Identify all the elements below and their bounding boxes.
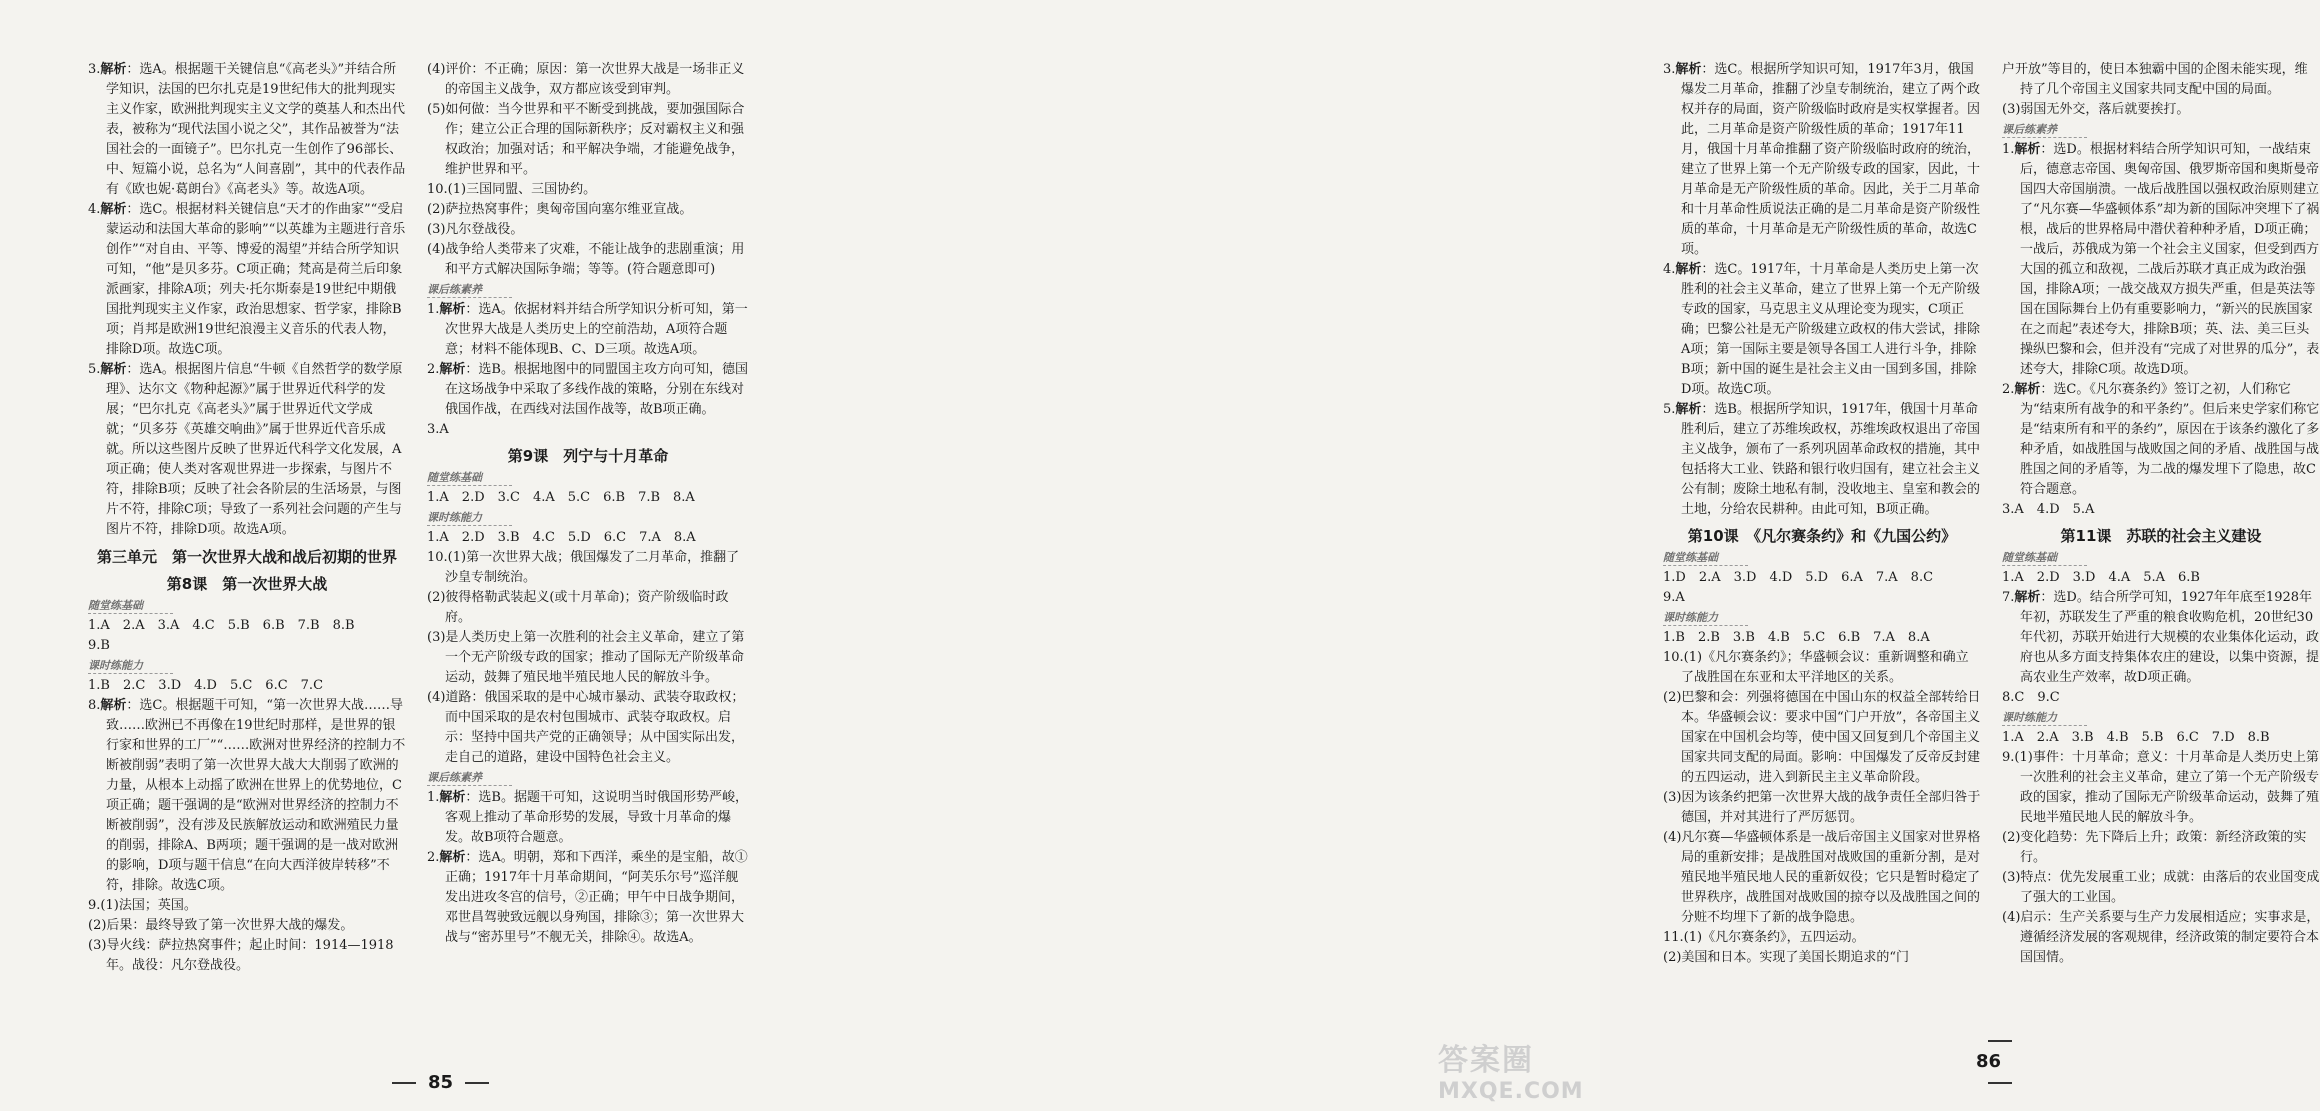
lesson-title: 第11课 苏联的社会主义建设 [2060, 527, 2262, 545]
right-page-column-1 [1663, 60, 1981, 1050]
section-tag: 课后练素养 [427, 770, 512, 786]
answer-line: (2)变化趋势：先下降后上升；政策：新经济政策的实行。 [2002, 830, 2307, 865]
section-tag-row [427, 468, 749, 488]
explanation-text: ：选A。明朝，郑和下西洋，乘坐的是宝船，故①正确；1917年十月革命期间，“阿芙乐尔号”巡洋舰发出进攻冬宫的信号，②正确；甲午中日战争期间，邓世昌驾驶致远舰以身殉国，排除③；第一次世界大战与“密苏里号”不舰无关，排除④。故选A。 [445, 850, 748, 945]
answer-key-row: 1.B 2.B 3.B 4.B 5.C 6.B 7.A 8.A [1663, 630, 1930, 645]
question-number: 5. [1663, 402, 1676, 417]
question-number: 1. [427, 302, 440, 317]
answer-line: (3)导火线：萨拉热窝事件；起止时间：1914—1918年。战役：凡尔登战役。 [88, 938, 394, 973]
explanation-text: ：选B。据题干可知，这说明当时俄国形势严峻，客观上推动了革命形势的发展，导致十月革命的爆发。故B项符合题意。 [445, 790, 748, 845]
explanation-text: ：选C。根据材料关键信息“天才的作曲家”“受启蒙运动和法国大革命的影响”“以英雄为主题进行音乐创作”“对自由、平等、博爱的渴望”并结合所学知识可知，“他”是贝多芬。C项正确；梵高是荷兰后印象派画家，排除A项；列夫·托尔斯泰是19世纪中期俄国批判现实主义作家，政治思想家、哲学家，排除B项；肖邦是欧洲19世纪浪漫主义音乐的代表人物，排除D项。故选C项。 [106, 202, 406, 357]
explanation-keyword: 解析 [439, 790, 466, 805]
left-page-column-2 [427, 60, 749, 1050]
question-number: 8. [88, 698, 101, 713]
section-tag: 课时练能力 [427, 510, 512, 526]
explanation-text: ：选D。结合所学可知，1927年年底至1928年年初，苏联发生了严重的粮食收购危机，20世纪30年代初，苏联开始进行大规模的农业集体化运动，政府也从多方面支持集体农庄的建设，以集中资源，提高农业生产效率，故D项正确。 [2020, 590, 2320, 685]
answer-line: 3.A [427, 422, 449, 437]
answer-explanation [1663, 260, 1981, 400]
answer-line: (4)启示：生产关系要与生产力发展相适应；实事求是，遵循经济发展的客观规律，经济政策的制定要符合本国国情。 [2002, 910, 2320, 965]
answer-key-row: 1.A 2.D 3.C 4.A 5.C 6.B 7.B 8.A [427, 490, 695, 505]
question-number: 7. [2002, 590, 2015, 605]
answer-line: 10.(1)三国同盟、三国协约。 [427, 182, 597, 197]
answer-line: (4)战争给人类带来了灾难，不能让战争的悲剧重演；用和平方式解决国际争端；等等。(符合题意即可) [427, 242, 745, 277]
section-tag-row [1663, 608, 1981, 628]
answer-explanation [88, 360, 406, 540]
watermark-title: 答案圈 [1438, 1043, 1534, 1078]
answer-line: (2)巴黎和会：列强将德国在中国山东的权益全部转给日本。华盛顿会议：要求中国“门户开放”，各帝国主义国家在中国机会均等，使中国又回复到几个帝国主义国家共同支配的局面。影响：中国爆发了反帝反封建的五四运动，进入到新民主主义革命阶段。 [1663, 690, 1981, 785]
question-number: 4. [88, 202, 101, 217]
page-number-left: 85 [380, 1072, 501, 1093]
unit-title: 第三单元 第一次世界大战和战后初期的世界 [96, 548, 397, 566]
question-number: 1. [2002, 142, 2015, 157]
answer-line: 8.C 9.C [2002, 690, 2060, 705]
question-number: 2. [427, 362, 440, 377]
watermark-logo [1438, 1035, 1588, 1105]
section-tag-row [2002, 708, 2320, 728]
explanation-keyword: 解析 [2014, 142, 2041, 157]
section-tag-row [1663, 548, 1981, 568]
explanation-text: ：选A。根据图片信息“牛顿《自然哲学的数学原理》、达尔文《物种起源》”属于世界近代科学的发展；“巴尔扎克《高老头》”属于世界近代文学成就；“贝多芬《英雄交响曲》”属于世界近代音乐成就。所以这些图片反映了世界近代科学文化发展，A项正确；使人类对客观世界进一步探索，与图片不符，排除B项；反映了社会各阶层的生活场景，与图片不符，排除C项；导致了一系列社会问题的产生与图片不符，排除D项。故选A项。 [106, 362, 403, 537]
explanation-text: ：选B。根据地图中的同盟国主攻方向可知，德国在这场战争中采取了多线作战的策略，分别在东线对俄国作战，在西线对法国作战等，故B项正确。 [445, 362, 748, 417]
question-number: 4. [1663, 262, 1676, 277]
answer-key-row: 1.A 2.D 3.D 4.A 5.A 6.B [2002, 570, 2200, 585]
section-tag-row [2002, 548, 2320, 568]
answer-line: 3.A 4.D 5.A [2002, 502, 2095, 517]
section-tag: 课时练能力 [2002, 710, 2087, 726]
answer-explanation [2002, 588, 2320, 688]
answer-line: (2)萨拉热窝事件；奥匈帝国向塞尔维亚宣战。 [427, 202, 693, 217]
page-number-right: 86 [1976, 1030, 2024, 1093]
explanation-keyword: 解析 [100, 362, 127, 377]
answer-line: (3)凡尔登战役。 [427, 222, 524, 237]
right-page-column-2 [2002, 60, 2320, 1050]
answer-line: (3)是人类历史上第一次胜利的社会主义革命，建立了第一个无产阶级专政的国家；推动了国际无产阶级革命运动，鼓舞了殖民地半殖民地人民的解放斗争。 [427, 630, 745, 685]
explanation-text: ：选A。根据题干关键信息“《高老头》”并结合所学知识，法国的巴尔扎克是19世纪伟大的批判现实主义作家，欧洲批判现实主义文学的奠基人和杰出代表，被称为“现代法国小说之父”，其作品被誉为“法国社会的一面镜子”。巴尔扎克一生创作了96部长、中、短篇小说，总名为“人间喜剧”，其中的代表作品有《欧也妮·葛朗台》《高老头》等。故选A项。 [106, 62, 406, 197]
explanation-keyword: 解析 [2014, 590, 2041, 605]
answer-explanation [427, 788, 749, 848]
answer-line: (3)特点：优先发展重工业；成就：由落后的农业国变成了强大的工业国。 [2002, 870, 2320, 905]
answer-key-row: 1.B 2.C 3.D 4.D 5.C 6.C 7.C [88, 678, 324, 693]
explanation-keyword: 解析 [1675, 62, 1702, 77]
answer-line: (3)弱国无外交，落后就要挨打。 [2002, 102, 2190, 117]
section-tag: 课后练素养 [2002, 122, 2087, 138]
answer-key-row: 1.A 2.D 3.B 4.C 5.D 6.C 7.A 8.A [427, 530, 696, 545]
explanation-text: ：选C。根据所学知识可知，1917年3月，俄国爆发二月革命，推翻了沙皇专制统治，建立了两个政权并存的局面，资产阶级临时政府是实权掌握者。因此，二月革命是资产阶级性质的革命；1917年11月，俄国十月革命推翻了资产阶级临时政府的统治，建立了世界上第一个无产阶级专政的国家，因此，十月革命是无产阶级性质的革命。因此，关于二月革命和十月革命性质说法正确的是二月革命是资产阶级性质的革命，十月革命是无产阶级性质的革命，故选C项。 [1681, 62, 1981, 257]
answer-explanation [2002, 140, 2320, 380]
question-number: 1. [427, 790, 440, 805]
answer-line: 9.(1)事件：十月革命；意义：十月革命是人类历史上第一次胜利的社会主义革命，建立了第一个无产阶级专政的国家，推动了国际无产阶级革命运动，鼓舞了殖民地半殖民地人民的解放斗争。 [2002, 750, 2320, 825]
answer-line: 9.(1)法国；英国。 [88, 898, 197, 913]
explanation-text: ：选C。1917年，十月革命是人类历史上第一次胜利的社会主义革命，建立了世界上第一个无产阶级专政的国家，马克思主义从理论变为现实，C项正确；巴黎公社是无产阶级建立政权的伟大尝试，排除A项；第一国际主要是领导各国工人进行斗争，排除B项；新中国的诞生是社会主义由一国到多国，排除D项。故选C项。 [1681, 262, 1981, 397]
explanation-text: ：选A。依据材料并结合所学知识分析可知，第一次世界大战是人类历史上的空前浩劫，A项符合题意；材料不能体现B、C、D三项。故选A项。 [445, 302, 748, 357]
answer-explanation [88, 200, 406, 360]
watermark-url: MXQE.COM [1438, 1079, 1584, 1104]
question-number: 3. [88, 62, 101, 77]
explanation-keyword: 解析 [100, 698, 127, 713]
section-tag: 随堂练基础 [1663, 550, 1748, 566]
explanation-text: ：选B。根据所学知识，1917年，俄国十月革命胜利后，建立了苏维埃政权，苏维埃政权退出了帝国主义战争，颁布了一系列巩固革命政权的措施，其中包括将大工业、铁路和银行收归国有，建立社会主义公有制；废除土地私有制，没收地主、皇室和教会的土地，分给农民耕种。由此可知，B项正确。 [1681, 402, 1981, 517]
answer-line: (4)评价：不正确；原因：第一次世界大战是一场非正义的帝国主义战争，双方都应该受到审判。 [427, 62, 745, 97]
right-page [800, 0, 2320, 1111]
section-tag: 随堂练基础 [88, 598, 173, 614]
explanation-keyword: 解析 [100, 202, 127, 217]
answer-line: 10.(1)第一次世界大战；俄国爆发了二月革命，推翻了沙皇专制统治。 [427, 550, 740, 585]
answer-explanation [427, 848, 749, 948]
explanation-text: ：选C。《凡尔赛条约》签订之初，人们称它为“结束所有战争的和平条约”。但后来史学家们称它是“结束所有和平的条约”，原因在于该条约激化了多种矛盾，如战胜国与战败国之间的矛盾、战胜国与战胜国之间的矛盾等，为二战的爆发埋下了隐患，故C符合题意。 [2020, 382, 2320, 497]
section-tag-row [427, 768, 749, 788]
answer-key-row: 1.A 2.A 3.B 4.B 5.B 6.C 7.D 8.B [2002, 730, 2270, 745]
section-tag: 随堂练基础 [427, 470, 512, 486]
explanation-keyword: 解析 [1675, 262, 1702, 277]
answer-line: (4)凡尔赛—华盛顿体系是一战后帝国主义国家对世界格局的重新安排；是战胜国对战败国的重新分割，是对殖民地半殖民地人民的重新奴役；它只是暂时稳定了世界秩序，战胜国对战败国的掠夺以及战胜国之间的分赃不均埋下了新的战争隐患。 [1663, 830, 1981, 925]
answer-explanation [427, 360, 749, 420]
section-tag-row [427, 508, 749, 528]
explanation-text: ：选C。根据题干可知，“第一次世界大战……导致……欧洲已不再像在19世纪时那样，是世界的银行家和世界的工厂”“……欧洲对世界经济的控制力不断被削弱”表明了第一次世界大战大大削弱了欧洲的力量，从根本上动摇了欧洲在世界上的优势地位，C项正确；题干强调的是“欧洲对世界经济的控制力不断被削弱”，没有涉及民族解放运动和欧洲殖民力量的削弱，排除A、B两项；题干强调的是一战对欧洲的影响，D项与题干信息“在向大西洋彼岸转移”不符，排除。故选C项。 [106, 698, 406, 893]
answer-line: 11.(1)《凡尔赛条约》，五四运动。 [1663, 930, 1865, 945]
explanation-keyword: 解析 [439, 302, 466, 317]
answer-explanation [88, 696, 406, 896]
answer-explanation [1663, 400, 1981, 520]
answer-explanation [2002, 380, 2320, 500]
answer-line: (2)美国和日本。实现了美国长期追求的“门 [1663, 950, 1910, 965]
explanation-keyword: 解析 [2014, 382, 2041, 397]
section-tag-row [2002, 120, 2320, 140]
answer-key-row: 1.D 2.A 3.D 4.D 5.D 6.A 7.A 8.C 9.A [1663, 570, 1934, 605]
answer-line: (3)因为该条约把第一次世界大战的战争责任全部归咎于德国，并对其进行了严厉惩罚。 [1663, 790, 1981, 825]
question-number: 5. [88, 362, 101, 377]
answer-line: (2)彼得格勒武装起义(或十月革命)；资产阶级临时政府。 [427, 590, 729, 625]
left-page [0, 0, 800, 1111]
answer-line: 10.(1)《凡尔赛条约》；华盛顿会议：重新调整和确立了战胜国在东亚和太平洋地区的关系。 [1663, 650, 1969, 685]
lesson-title: 第8课 第一次世界大战 [166, 575, 328, 593]
answer-line: 户开放”等目的，使日本独霸中国的企图未能实现，维持了几个帝国主义国家共同支配中国的局面。 [2002, 62, 2308, 97]
question-number: 2. [427, 850, 440, 865]
left-page-column-1 [88, 60, 406, 1050]
question-number: 3. [1663, 62, 1676, 77]
section-tag-row [88, 656, 406, 676]
explanation-text: ：选D。根据材料结合所学知识可知，一战结束后，德意志帝国、奥匈帝国、俄罗斯帝国和奥斯曼帝国四大帝国崩溃。一战后战胜国以强权政治原则建立了“凡尔赛—华盛顿体系”却为新的国际冲突埋下了祸根，战后的世界格局中潜伏着种种矛盾，D项正确；一战后，苏俄成为第一个社会主义国家，但受到西方大国的孤立和敌视，二战后苏联才真正成为政治强国，排除A项；一战交战双方损失严重，但是英法等国在国际舞台上仍有重要影响力，“新兴的民族国家在之而起”表述夸大，排除B项；英、法、美三巨头操纵巴黎和会，但并没有“完成了对世界的瓜分”，表述夸大，排除C项。故选D项。 [2020, 142, 2320, 377]
section-tag: 课时练能力 [1663, 610, 1748, 626]
explanation-keyword: 解析 [100, 62, 127, 77]
answer-line: (5)如何做：当今世界和平不断受到挑战，要加强国际合作；建立公正合理的国际新秩序；反对霸权主义和强权政治；加强对话；和平解决争端，才能避免战争，维护世界和平。 [427, 102, 745, 177]
lesson-title: 第9课 列宁与十月革命 [507, 447, 669, 465]
section-tag: 课后练素养 [427, 282, 512, 298]
question-number: 2. [2002, 382, 2015, 397]
answer-line: (2)后果：最终导致了第一次世界大战的爆发。 [88, 918, 354, 933]
section-tag-row [88, 596, 406, 616]
explanation-keyword: 解析 [439, 850, 466, 865]
section-tag-row [427, 280, 749, 300]
explanation-keyword: 解析 [1675, 402, 1702, 417]
answer-explanation [88, 60, 406, 200]
answer-explanation [1663, 60, 1981, 260]
section-tag: 随堂练基础 [2002, 550, 2087, 566]
section-tag: 课时练能力 [88, 658, 173, 674]
explanation-keyword: 解析 [439, 362, 466, 377]
answer-line: (4)道路：俄国采取的是中心城市暴动、武装夺取政权；而中国采取的是农村包围城市、武装夺取政权。启示：坚持中国共产党的正确领导；从中国实际出发，走自己的道路，建设中国特色社会主义。 [427, 690, 745, 765]
lesson-title: 第10课 《凡尔赛条约》和《九国公约》 [1687, 527, 1957, 545]
answer-key-row: 1.A 2.A 3.A 4.C 5.B 6.B 7.B 8.B 9.B [88, 618, 355, 653]
answer-explanation [427, 300, 749, 360]
